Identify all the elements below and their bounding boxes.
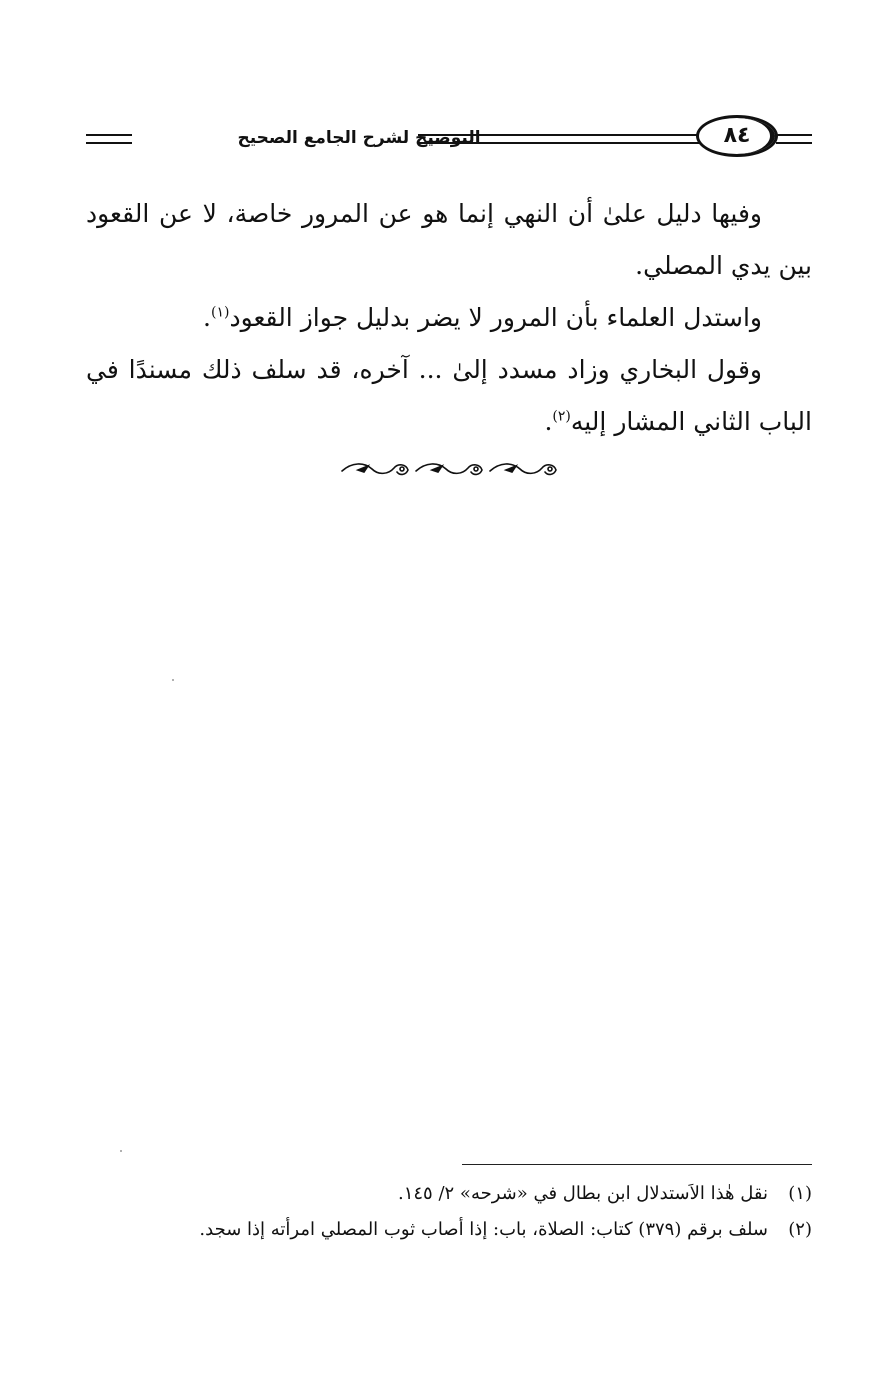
- paragraph-3-line-2: الباب الثاني المشار إليه: [570, 407, 812, 436]
- paragraph-1-line-2: بين يدي المصلي.: [635, 251, 812, 280]
- paragraph-2: [86, 292, 812, 344]
- paper-speck: [120, 1150, 122, 1152]
- paragraph-2-text: واستدل العلماء بأن المرور لا يضر بدليل جواز القعود: [229, 303, 762, 332]
- ornament-motif-right: [490, 464, 556, 474]
- header-right-rule: [776, 134, 812, 144]
- book-title: التوضيح لشرح الجامع الصحيح: [237, 128, 481, 148]
- footnote-number: (٢): [788, 1219, 812, 1240]
- ornament-motif-center: [416, 464, 482, 474]
- paragraph-1-line-1: وفيها دليل علىٰ أن النهي إنما هو عن المرور خاصة، لا عن القعود: [86, 199, 762, 228]
- paper-speck: [172, 679, 174, 681]
- footnote-text: نقل هٰذا الاَستدلال ابن بطال في «شرحه» ٢/ ١٤٥.: [397, 1183, 768, 1204]
- footnote-ref-2: (٢): [552, 408, 571, 425]
- header-left-rule: [86, 134, 132, 144]
- footnote-text: سلف برقم (٣٧٩) كتاب: الصلاة، باب: إذا أصاب ثوب المصلي امرأته إذا سجد.: [199, 1219, 768, 1240]
- header-middle-rule: [418, 134, 700, 144]
- page-number: [696, 115, 778, 157]
- paragraph-3-period: .: [544, 407, 553, 436]
- footnote-1: [86, 1176, 812, 1212]
- paragraph-3: [86, 344, 812, 448]
- paragraph-3-line-1: وقول البخاري وزاد مسدد إلىٰ ... آخره، قد سلف ذلك مسندًا في: [86, 355, 762, 384]
- paragraph-1: [86, 188, 812, 292]
- paragraph-2-period: .: [203, 303, 211, 332]
- section-divider-ornament: [338, 456, 558, 484]
- footnote-number: (١): [788, 1183, 812, 1204]
- footnote-separator: [462, 1164, 812, 1165]
- main-text: [86, 188, 812, 448]
- footnote-2: [86, 1212, 812, 1248]
- page-number-text: ٨٤: [723, 123, 751, 148]
- footnotes: [86, 1176, 812, 1248]
- ornament-motif-left: [342, 464, 408, 474]
- footnote-ref-1: (١): [210, 304, 230, 321]
- running-header: [84, 112, 812, 162]
